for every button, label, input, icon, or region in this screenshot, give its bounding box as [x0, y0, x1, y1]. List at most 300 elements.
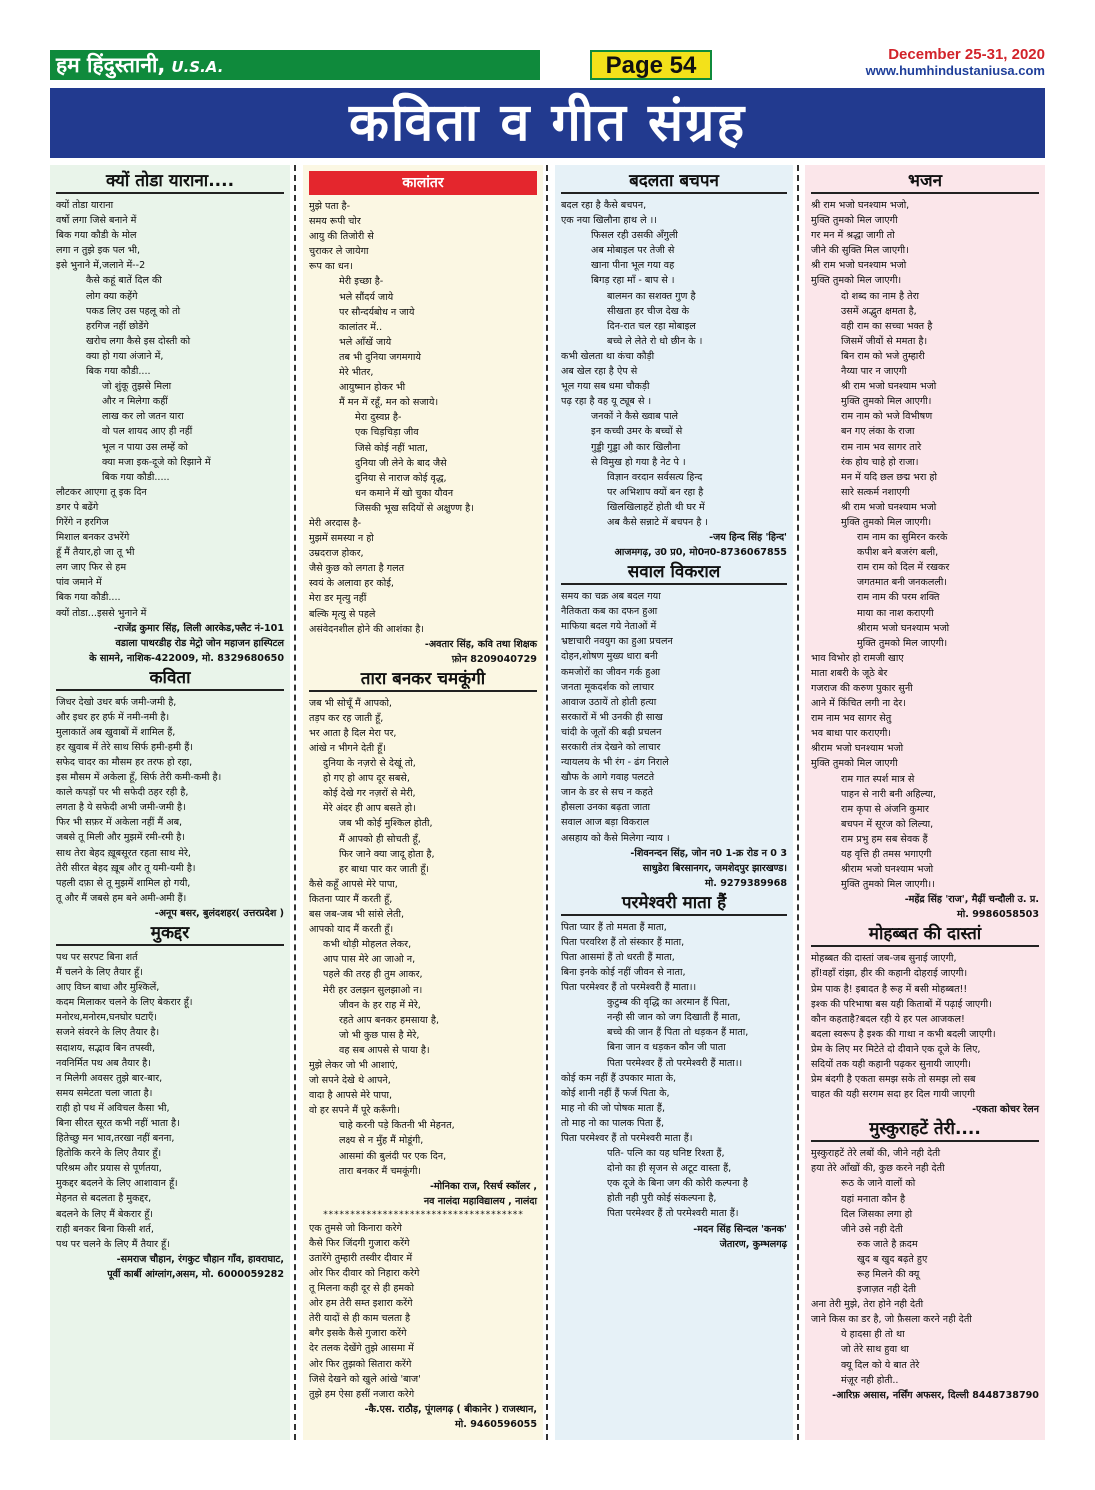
- poem-line: वादा है आपसे मेरे पापा,: [309, 1090, 393, 1102]
- poem-line: बिना इनके कोई नहीं जीवन से नाता,: [561, 966, 686, 978]
- poem-line: सीखता हर चीज देख के: [607, 305, 689, 317]
- poem-title: परमेश्वरी माता हैं: [561, 893, 787, 916]
- credit-line: -समराज चौहान, रंगकुट चौहान गाँव, हावराघाट,: [116, 1253, 284, 1265]
- poem-line: बदलने के लिए मैं बेकरार हूँ।: [56, 1208, 153, 1220]
- poem-line: तब भी दुनिया जगमगाये: [339, 351, 421, 363]
- poem-line: तेरी सीरत बेहद ख़ूब और तू यमी-यमी है।: [56, 862, 196, 874]
- poem-line: दुनिया से नाराज कोई वृद्ध,: [355, 472, 447, 484]
- poem-credit: [56, 906, 284, 921]
- credit-line: -आरिफ़ असास, नर्सिंग अफसर, दिल्ली 8448738790: [832, 1389, 1039, 1401]
- poem-line: मंज़ूर नही होती..: [841, 1374, 899, 1386]
- poem-line: क्या हो गया अंजाने में,: [86, 350, 164, 362]
- poem-line: मुकद्दर बदलने के लिए आशावान हूँ।: [56, 1178, 178, 1190]
- poem-line: राम नाम भव सागर तारे: [841, 441, 922, 453]
- poem-line: दिल जिसका लगा हो: [841, 1208, 913, 1220]
- poem-line: जिसे कोई नहीं भाता,: [355, 442, 428, 454]
- poem-line: असहाय को कैसे मिलेगा न्याय ।: [561, 832, 670, 844]
- poem-line: पहले की तरह ही तुम आकर,: [323, 969, 423, 981]
- poem-line: हरगिज नहीं छोडेंगे: [86, 320, 149, 332]
- poem-line: सफेद चादर का मौसम हर तरफ हो रहा,: [56, 757, 193, 768]
- poem-line: बच्चे की जान हैं पिता तो धड़कन हैं माता,: [607, 1027, 749, 1039]
- poem-credit: [56, 621, 284, 666]
- poem-line: नवनिर्मित पथ अब तैयार है।: [56, 1057, 151, 1069]
- poem-line: लोग क्या कहेंगे: [86, 290, 138, 302]
- poem-line: साथ तेरा बेहद ख़ूबसूरत रहता साथ मेरे,: [56, 847, 191, 859]
- poem-line: एक चिड़चिड़ा जीव: [355, 427, 419, 439]
- poem-line: आप पास मेरे आ जाओ न,: [323, 954, 416, 966]
- poem-line: से विमुख हो गया है नेट पे ।: [591, 456, 686, 468]
- page-header: [50, 46, 1045, 82]
- poem-line: जब भी कोई मुश्किल होती,: [339, 818, 433, 830]
- poem-line: माह नो की जो पोषक माता हैं,: [561, 1102, 666, 1114]
- poem-line: लगता है ये सफेदी अभी जमी-जमी है।: [56, 802, 186, 814]
- poem-line: आवाज उठायें तो होती हत्या: [561, 696, 657, 708]
- poem-line: मनोरथ,मनोरम,घनघोर घटाएँ।: [56, 1012, 157, 1024]
- poem-line: राम प्रभु हम सब सेवक हैं: [841, 833, 928, 845]
- poem-line: पर सौन्दर्यबोध न जाये: [339, 306, 415, 318]
- poem-line: सरकारों में भी उनकी ही साख: [561, 711, 663, 723]
- credit-line: -जय हिन्द सिंह 'हिन्द': [709, 532, 787, 544]
- poem-line: जिसमें जीवों से ममता है।: [841, 335, 928, 347]
- poem-line: मुक्ति तुमको मिल जाएगी।: [811, 275, 902, 287]
- poem-line: कोई देखे गर नज़रों से मेरी,: [323, 788, 416, 800]
- poem-body: [561, 920, 787, 1222]
- poem-line: अब खेल रहा है ऐप से: [561, 366, 638, 378]
- poem-line: राम कृपा से अंजनि कुमार: [841, 803, 929, 815]
- poem-line: अब कैसे सन्नाटे में बचपन है ।: [607, 516, 709, 528]
- website-url[interactable]: www.humhindustaniusa.com: [865, 63, 1045, 78]
- poem-line: राही हो पथ में अविचल कैसा भी,: [56, 1102, 170, 1114]
- poem-line: हौसला उनका बढ़ता जाता: [561, 802, 651, 814]
- poem-line: पिता परमेश्वर हैं तो परमेश्वरी माता हैं।: [607, 1208, 739, 1220]
- poem-line: लाख कर लो जतन यारा: [102, 411, 184, 423]
- poem-line: मेहनत से बदलता है मुकद्दर,: [56, 1193, 152, 1205]
- poem-line: जबसे तू मिली और मुझमें रमी-रमी है।: [56, 832, 186, 844]
- page-banner-title: कविता व गीत संग्रह: [50, 88, 1045, 158]
- poem-body: [561, 589, 787, 846]
- poem-line: फिर भी सफ़र में अकेला नहीं मैं अब,: [56, 817, 183, 829]
- poem-line: जो शुंकू तुझसे मिला: [102, 381, 172, 393]
- poem-body: [811, 951, 1039, 1102]
- poem-line: उतारेंगे तुम्हारी तस्वीर दीवार में: [309, 1252, 413, 1264]
- poem-line: एक नया खिलौना हाथ ले ।।: [561, 215, 657, 227]
- poem-credit: [561, 846, 787, 891]
- poem-line: जिसे देखने को खुले आंखे 'बाज': [309, 1373, 421, 1385]
- poem-line: श्री राम भजो घनश्याम भजो: [841, 381, 937, 393]
- poem-line: हाँ!वहाँ रांझा, हीर की कहानी दोहराई जाएगी।: [811, 968, 968, 980]
- poem-line: मुझमें समस्या न हो: [309, 533, 374, 545]
- poem-line: पिता परमेश्वर हैं तो परमेश्वरी हैं माता।।: [607, 1057, 743, 1069]
- column-2: [303, 165, 543, 1440]
- poem-line: आयुष्मान होकर भी: [339, 382, 406, 394]
- poem-line: हर बाधा पार कर जाती हूँ।: [339, 863, 430, 875]
- poem-line: पति- पत्नि का यह घनिष्ट रिश्ता हैं,: [607, 1148, 725, 1160]
- poem-line: मुक्ति तुमको मिल आएगी।: [841, 396, 932, 408]
- poem-line: भले सौंदर्य जाये: [339, 291, 394, 303]
- credit-line: मो. 9279389968: [705, 877, 787, 889]
- poem-line: आंखे न भीगने देती हूँ।: [309, 743, 386, 754]
- poem-line: तेरी यादों से ही काम चलता है: [309, 1313, 411, 1325]
- poem-line: बिक गया कौडी....: [86, 366, 151, 378]
- poem-line: श्री राम भजो घनश्याम भजो: [841, 501, 937, 513]
- poem-line: गर मन में श्रद्धा जागी तो: [811, 230, 895, 242]
- poem-line: सदाशय, सद्भाव बिन तपस्वी,: [56, 1042, 156, 1054]
- poem-title: क्यों तोडा याराना....: [56, 171, 284, 194]
- poem-line: प्रेम बंदगी है एकता समझ सके तो समझ लो सब: [811, 1074, 976, 1086]
- poem-line: दोहन,शोषण मुख्य धारा बनी: [561, 651, 658, 663]
- poem-line: मेरी हर उलझन सुलझाओ न।: [323, 984, 423, 996]
- poem-line: डगर पे बढेंगे: [56, 501, 99, 513]
- poem-line: बल्कि मृत्यु से पहले: [309, 608, 376, 620]
- credit-line: -महेंद्र सिंह 'राज', मैढ़ीं चन्दौली उ. प्र.: [904, 894, 1039, 906]
- poem-line: कैसे फिर जिंदगी गुजारा करेंगे: [309, 1237, 410, 1249]
- poem-credit: [811, 892, 1039, 922]
- poem-line: तुझे हम ऐसा हसीं नजारा करेगे: [309, 1388, 415, 1400]
- poem-line: दुनिया जी लेने के बाद जैसे: [355, 457, 447, 469]
- credit-line: वडाला पाथरडीह रोड मेट्रो जोन महाजन हास्पिटल: [115, 637, 284, 649]
- poem-line: कुटुम्ब की वृद्धि का अरमान हैं पिता,: [607, 997, 731, 1009]
- poem-line: पकड लिए उस पहलू को तो: [86, 305, 181, 317]
- poem-line: खिलखिलाहटें होती थी घर में: [607, 501, 705, 513]
- poem-line: श्रीराम भजो घनश्याम भजो: [811, 743, 904, 755]
- credit-line: -राजेंद्र कुमार सिंह, लिली आरकेड,फ्लैट नं-101: [113, 622, 284, 634]
- poem-line: जीने की सुक्ति मिल जाएगी।: [811, 245, 909, 257]
- poem-line: मोहब्बत की दास्तां जब-जब सुनाई जाएगी,: [811, 953, 957, 965]
- poem-line: बिना जान व धड़कन कौन जी पाता: [607, 1042, 726, 1054]
- poem-line: खाना पीना भूल गया वह: [591, 260, 675, 272]
- poem-line: श्रीराम भजो घनश्याम भजो: [841, 864, 934, 876]
- poem-line: बगैर इसके कैसे गुजारा करेंगे: [309, 1328, 407, 1340]
- poem-title: कविता: [56, 668, 284, 691]
- poem-line: वो पल शायद आए ही नहीं: [102, 426, 193, 438]
- poem-line: रहते आप बनकर हमसाया है,: [339, 1014, 440, 1026]
- poem-line: भूल न पाया उस लम्हें को: [102, 441, 188, 453]
- poem-line: बदल रहा है कैसे बचपन,: [561, 200, 647, 211]
- poem-line: वो हर सपने मैं पूरे करूँगी।: [309, 1105, 400, 1117]
- column-divider: [294, 165, 302, 1440]
- poem-line: समय समेटता चला जाता है।: [56, 1087, 153, 1099]
- credit-line: -शिवनन्दन सिंह, जोन न0 1-क्र रोड न 0 3: [630, 847, 787, 859]
- poem-line: बचपन में सूरज को लिल्या,: [841, 818, 934, 830]
- poem-line: कौन कहताहै?बदल रही ये हर पल आजकल!: [811, 1013, 965, 1025]
- dateline: [866, 46, 1045, 78]
- poem-line: फिसल रही उसकी अँगुली: [591, 230, 678, 242]
- poem-credit: [56, 1252, 284, 1282]
- poem-line: होती नही पुरी कोई संकल्पना है,: [607, 1193, 717, 1205]
- poem-line: राम राम को दिल में रखकर: [857, 562, 950, 574]
- poem-line: न्यायलय के भी रंग - ढंग निराले: [561, 757, 669, 769]
- poem-title: भजन: [811, 171, 1039, 194]
- poem-line: कपीश बने बजरंग बली,: [857, 547, 939, 559]
- brand-name: हम हिंदुस्तानी,: [56, 53, 166, 77]
- poem-line: आपको याद मैं करती हूँ।: [309, 924, 394, 936]
- poem-line: लगा न तुझे इक पल भी,: [56, 245, 140, 257]
- poem-line: भ्रष्टाचारी नवयुग का हुआ प्रचलन: [561, 636, 673, 648]
- poem-title: सवाल विकराल: [561, 562, 787, 585]
- poem-line: पांव जमाने में: [56, 577, 102, 589]
- poem-line: विज्ञान वरदान सर्वसत्य हिन्द: [607, 471, 703, 483]
- brand-suffix: U.S.A.: [171, 58, 224, 76]
- poem-line: तू मिलना कही दूर से ही हमको: [309, 1283, 415, 1295]
- poem-line: हर खुवाब में तेरे साथ सिर्फ हमी-हमी हैं।: [56, 741, 193, 753]
- poem-line: इन कच्ची उमर के बच्चों से: [591, 426, 683, 438]
- poem-line: कमजोरों का जीवन गर्क हुआ: [561, 666, 661, 678]
- credit-line: -मदन सिंह सिन्दल 'कनक': [693, 1223, 787, 1235]
- poem-line: बिन राम को भजे तुम्हारी: [841, 350, 925, 362]
- poem-line: बिक गया कौडी.....: [102, 471, 170, 483]
- poem-line: मुलाकातें अब खुवाबों में शामिल हैं,: [56, 726, 176, 738]
- poem-line: जो सपने देखे थे आपने,: [309, 1075, 391, 1087]
- poem-credit: [811, 1102, 1039, 1117]
- poem-line: धन कमाने में खो चुका यौवन: [355, 487, 454, 499]
- poem-line: चाहे करनी पड़े कितनी भी मेहनत,: [339, 1120, 455, 1132]
- poem-line: लक्ष्य से न मुँह मैं मोडूंगी,: [339, 1135, 424, 1147]
- poem-line: श्री राम भजो घनश्याम भजो,: [811, 200, 910, 211]
- poem-line: अब मोबाइल पर तेजी से: [591, 245, 675, 257]
- poem-line: और न मिलेगा कहीं: [102, 396, 168, 408]
- poem-line: राम नाम का सुमिरन करके: [857, 532, 948, 544]
- poem-line: लौटकर आएगा तू इक दिन: [56, 486, 147, 498]
- poem-line: इजाज़त नही देती: [857, 1284, 916, 1296]
- poem-line: कैसे कहूं बातें दिल की: [86, 275, 162, 287]
- poem-line: क्या मजा इक-दूजे को रिझाने में: [102, 456, 211, 468]
- poem-line: सदियों तक यही कहानी पढ़कर सुनायी जाएगी।: [811, 1058, 972, 1070]
- poem-line: श्री राम भजो घनश्याम भजो: [811, 260, 907, 272]
- credit-line: साधुडेरा बिरसानगर, जमशेदपुर झारखण्ड।: [642, 862, 787, 874]
- poem-line: यहां मनाता कौन है: [841, 1193, 906, 1205]
- credit-line: आजमगढ़, उ0 प्र0, मो0न0-8736067855: [614, 547, 787, 559]
- poem-line: मेरा दुस्वप्न है-: [355, 412, 402, 424]
- poem-line: असंवेदनशील होने की आशंका है।: [309, 623, 424, 635]
- poem-line: दोनो का ही सृजन से अटूट वास्ता हैं,: [607, 1163, 732, 1175]
- poem-line: बस जब-जब भी सांसे लेती,: [309, 909, 405, 921]
- poem-line: ओर फिर तुझको सितारा करेंगे: [309, 1358, 412, 1370]
- separator-stars: *************************************: [322, 1209, 524, 1220]
- poem-line: जीने उसे नही देती: [841, 1223, 903, 1235]
- poem-line: बच्चे ले लेते रो धो छीन के ।: [607, 335, 703, 347]
- poem-line: जो भी कुछ पास है मेरे,: [339, 1029, 420, 1041]
- credit-line: -मोनिका राज, रिसर्च स्कॉलर ,: [429, 1180, 537, 1192]
- poem-line: बिक गया कौडी....: [56, 592, 121, 604]
- poem-line: राम गात स्पर्श मात्र से: [841, 773, 915, 785]
- poem-line: मैं चलने के लिए तैयार हूँ।: [56, 967, 143, 979]
- poem-line: क्यों तोडा...इससे भुनाने में: [56, 607, 147, 619]
- poem-line: मन में यदि छल छद्म भरा हो: [841, 471, 937, 483]
- poem-line: ये हादसा ही तो था: [841, 1329, 905, 1341]
- poem-line: पहली दफ़ा से तू मुझमें शामिल हो गयी,: [56, 877, 191, 889]
- poem-credit: [561, 530, 787, 560]
- poem-line: एक तुमसे जो किनारा करेगे: [309, 1222, 402, 1234]
- poem-line: जीवन के हर राह में मेरे,: [339, 999, 421, 1011]
- poem-line: पढ़ रहा है वह यू ट्यूब से ।: [561, 396, 652, 408]
- poem-body: [56, 950, 284, 1252]
- poem-line: और इधर हर हर्फ में नमी-नमी है।: [56, 711, 170, 723]
- poem-line: मुक्ति तुमको मिल जाएगी।: [841, 516, 932, 528]
- poem-line: जनकों ने कैसे ख्वाब पाले: [591, 411, 679, 423]
- poem-title: तारा बनकर चमकूंगी: [309, 669, 537, 692]
- poem-line: भाव विभोर हो रामजी खाए: [811, 652, 904, 664]
- poem-credit: [561, 1222, 787, 1252]
- column-3: [555, 165, 793, 1440]
- poem-line: समय रूपी चोर: [309, 216, 361, 228]
- poem-line: पथ पर चलने के लिए मैं तैयार हूँ।: [56, 1238, 170, 1250]
- poem-body: [811, 1146, 1039, 1388]
- poem-line: मुक्ति तुमको मिल जाएगी: [811, 758, 898, 770]
- poem-line: मेरे अंदर ही आप बसते हो।: [323, 803, 416, 815]
- poem-line: बन गए लंका के राजा: [841, 426, 915, 438]
- poem-line: हो गए हो आप दूर सबसे,: [323, 773, 410, 785]
- poem-line: आयु की तिजोरी से: [309, 231, 374, 243]
- poem-body: [309, 1221, 537, 1402]
- poem-line: भर आता है दिल मेरा पर,: [309, 727, 397, 739]
- poem-line: देर तलक देखेंगे तुझे आसमा में: [309, 1343, 414, 1355]
- poem-line: दिन-रात चल रहा मोबाइल: [607, 320, 696, 332]
- poem-line: कालांतर में..: [339, 321, 383, 333]
- poem-line: बिगड़ रहा माँ - बाप से ।: [591, 275, 675, 287]
- poem-line: आने में किंचित लगी ना देर।: [811, 698, 906, 710]
- poem-body: [309, 696, 537, 1179]
- poem-line: चाहत की यही सरगम सदा हर दिल गायी जाएगी: [811, 1089, 975, 1101]
- column-4: [805, 165, 1045, 1440]
- poem-line: रुक जाते है क़दम: [857, 1238, 918, 1250]
- poem-line: प्रेम पाक है! इबादत है रूह में बसी मोहब्बत!!: [811, 983, 968, 995]
- poem-line: मुक्ति तुमको मिल जाएगी।: [857, 637, 948, 649]
- poem-line: मैं आपको ही सोचती हूँ,: [339, 833, 421, 845]
- credit-line: पूर्वी कार्बी आंग्लांग,असम, मो. 6000059282: [107, 1268, 284, 1280]
- poem-line: समय का चक्र अब बदल गया: [561, 591, 661, 603]
- poem-line: कैसे कहूँ आपसे मेरे पापा,: [309, 878, 398, 890]
- poem-line: नन्ही सी जान को जग दिखाती हैं माता,: [607, 1012, 741, 1024]
- column-divider: [797, 165, 805, 1440]
- poem-line: सवाल आज बड़ा विकराल: [561, 817, 650, 829]
- poem-line: गिरेंगे न हरगिज: [56, 516, 109, 528]
- poem-line: सजने संवरने के लिए तैयार है।: [56, 1027, 160, 1039]
- poem-line: मुक्ति तुमको मिल जाएगी।।: [841, 879, 935, 891]
- poem-line: न मिलेगी अवसर तुझे बार-बार,: [56, 1072, 163, 1084]
- poem-line: रूप का धन।: [309, 261, 353, 273]
- poem-line: चांदी के जूतों की बढ़ी प्रचलन: [561, 726, 662, 738]
- poem-line: इश्क की परिभाषा बस यही किताबों में पढ़ाई जाएगी।: [811, 998, 992, 1010]
- poem-line: मिशाल बनकर उभरेंगे: [56, 532, 130, 544]
- poem-line: जगतमात बनी जनकलली।: [857, 577, 948, 589]
- poem-line: जान के डर से सच न कहते: [561, 787, 653, 799]
- poem-line: कभी खेलता था कंचा कौड़ी: [561, 350, 655, 362]
- poem-line: गुड्डी गुड्डा औ कार खिलौना: [591, 441, 681, 453]
- poem-line: वही राम का सच्चा भक्त है: [841, 320, 933, 332]
- issue-date: December 25-31, 2020: [888, 46, 1045, 63]
- poem-line: तारा बनकर मैं चमकूंगी।: [339, 1165, 422, 1177]
- poem-line: सरकारी तंत्र देखने को लाचार: [561, 742, 661, 753]
- poem-title: बदलता बचपन: [561, 171, 787, 194]
- poem-line: तड़प कर रह जाती हूँ,: [309, 712, 384, 724]
- poem-line: अना तेरी मुझे, तेरा होने नही देती: [811, 1299, 924, 1311]
- poem-line: क्यू दिल को ये बात तेरे: [841, 1359, 920, 1371]
- poem-line: भले आँखें जाये: [339, 336, 392, 348]
- poem-line: मुस्कुराहटें तेरे लबों की, जीने नही देती: [811, 1148, 941, 1160]
- poem-title: कालांतर: [309, 171, 537, 195]
- poem-body: [811, 198, 1039, 892]
- poem-line: नैतिकता कब का दफन हुआ: [561, 606, 658, 618]
- credit-line: नव नालंदा महाविद्यालय , नालंदा: [423, 1195, 537, 1207]
- poem-line: तू और मैं जबसे हम बने अमी-अमी हैं।: [56, 892, 187, 904]
- poem-line: जब भी सोचूँ मैं आपको,: [309, 697, 392, 709]
- poem-line: मेरे भीतर,: [339, 367, 374, 379]
- poem-line: मैं मन में रहूँ, मन को सजाये।: [339, 397, 439, 409]
- poem-body: [309, 199, 537, 637]
- poem-line: हया तेरे आँखों की, कुछ करने नही देती: [811, 1163, 945, 1175]
- poem-credit: [309, 1402, 537, 1432]
- poem-line: उसमें अद्भुत क्षमता है,: [841, 305, 917, 317]
- credit-line: -कै.एस. राठौड़, पूंगलगढ़ ( बीकानेर ) राजस्थान,: [364, 1403, 537, 1415]
- poem-line: वह सब आपसे से पाया है।: [339, 1044, 430, 1056]
- poem-line: हूँ मैं तैयार,हो जा तू भी: [56, 547, 135, 559]
- poem-line: राम नाम भव सागर सेतु: [811, 713, 892, 725]
- poem-line: मेरी इच्छा है-: [339, 276, 384, 288]
- credit-line: -अवतार सिंह, कवि तथा शिक्षक: [424, 638, 537, 650]
- credit-line: -एकता कोचर रेलन: [972, 1104, 1039, 1116]
- poem-line: मुझे लेकर जो भी आशाएं,: [309, 1059, 398, 1071]
- poem-line: परिश्रम और प्रयास से पूर्णतया,: [56, 1163, 162, 1175]
- poem-credit: [811, 1388, 1039, 1403]
- credit-line: फ़ोन 8209040729: [451, 653, 537, 665]
- poem-line: उम्रदराज होकर,: [309, 548, 364, 560]
- poem-line: कोई शानी नहीं हैं फर्ज पिता के,: [561, 1087, 670, 1099]
- poem-body: [56, 198, 284, 621]
- poem-line: यह वृत्ति ही तमस भगाएगी: [841, 849, 932, 861]
- poem-line: कभी थोड़ी मोहलत लेकर,: [323, 939, 412, 951]
- poem-line: हितोकि करने के लिए तैयार हूँ।: [56, 1148, 162, 1160]
- poem-body: [56, 695, 284, 906]
- poem-line: पिता परमेश्वर हैं तो परमेश्वरी हैं माता।।: [561, 982, 697, 994]
- poem-line: माता शबरी के जूठे बेर: [811, 667, 888, 679]
- poem-line: भूल गया सब धमा चौकड़ी: [561, 381, 650, 393]
- credit-line: जेतारण, कुम्भलगढ़: [719, 1238, 787, 1250]
- poem-line: जिसकी भूख सदियों से अक्षुण्ण है।: [355, 502, 474, 514]
- poem-line: भव बाधा पार कराएगी।: [811, 728, 892, 740]
- credit-line: मो. 9986058503: [957, 909, 1039, 921]
- poem-line: तो माह नो का पालक पिता हैं,: [561, 1117, 665, 1129]
- page-number-box: Page 54: [590, 50, 712, 80]
- poem-credit: [309, 1179, 537, 1209]
- poem-line: आसमां की बुलंदी पर एक दिन,: [339, 1150, 447, 1162]
- poem-line: जिधर देखो उधर बर्फ जमी-जमी है,: [56, 696, 177, 708]
- poem-line: बिना सीरत सूरत कभी नहीं भाता है।: [56, 1117, 180, 1129]
- poem-line: इस मौसम में अकेला हूँ, सिर्फ तेरी कमी-कमी है।: [56, 772, 222, 784]
- poem-line: पाहन से नारी बनी अहिल्या,: [841, 788, 936, 800]
- poem-line: एक दूजे के बिना जग की कोरी कल्पना है: [607, 1178, 748, 1190]
- poem-line: खुद ब खुद बढ़ते हुए: [857, 1253, 928, 1265]
- column-1: [50, 165, 290, 1440]
- poem-line: आए विघ्न बाधा और मुश्किलें,: [56, 982, 160, 994]
- poem-line: श्रीराम भजो घनश्याम भजो: [857, 622, 950, 634]
- poem-line: बालमन का सशक्त गुण है: [607, 290, 696, 302]
- poem-line: मेरा डर मृत्यु नहीं: [309, 593, 367, 605]
- poem-line: पिता आसमां हैं तो धरती हैं माता,: [561, 951, 675, 963]
- poem-line: बदला स्वरूप है इश्क की गाथा न कभी बदली जाएगी।: [811, 1028, 996, 1040]
- poem-line: पथ पर सरपट बिना शर्त: [56, 951, 138, 963]
- credit-line: के सामने, नाशिक-422009, मो. 8329680650: [89, 652, 284, 664]
- poem-line: जाने किस का डर है, जो फ़ैसला करने नही देती: [811, 1314, 972, 1326]
- poem-line: दुनिया के नज़रो से देखूं तो,: [323, 758, 416, 770]
- poem-line: मेरी अरदास है-: [309, 517, 362, 529]
- poem-title: मुस्कुराहटें तेरी....: [811, 1119, 1039, 1142]
- poem-line: ओर हम तेरी सम्त इशारा करेंगे: [309, 1298, 413, 1310]
- poem-line: कदम मिलाकर चलने के लिए बेकरार हूँ।: [56, 997, 193, 1009]
- poem-line: काले कपड़ों पर भी सफेदी ठहर रही है,: [56, 787, 189, 799]
- poem-line: रंक होय चाहे हो राजा।: [841, 456, 919, 468]
- poem-line: रूठ के जाने वालों को: [841, 1178, 916, 1190]
- credit-line: मो. 9460596055: [455, 1418, 537, 1430]
